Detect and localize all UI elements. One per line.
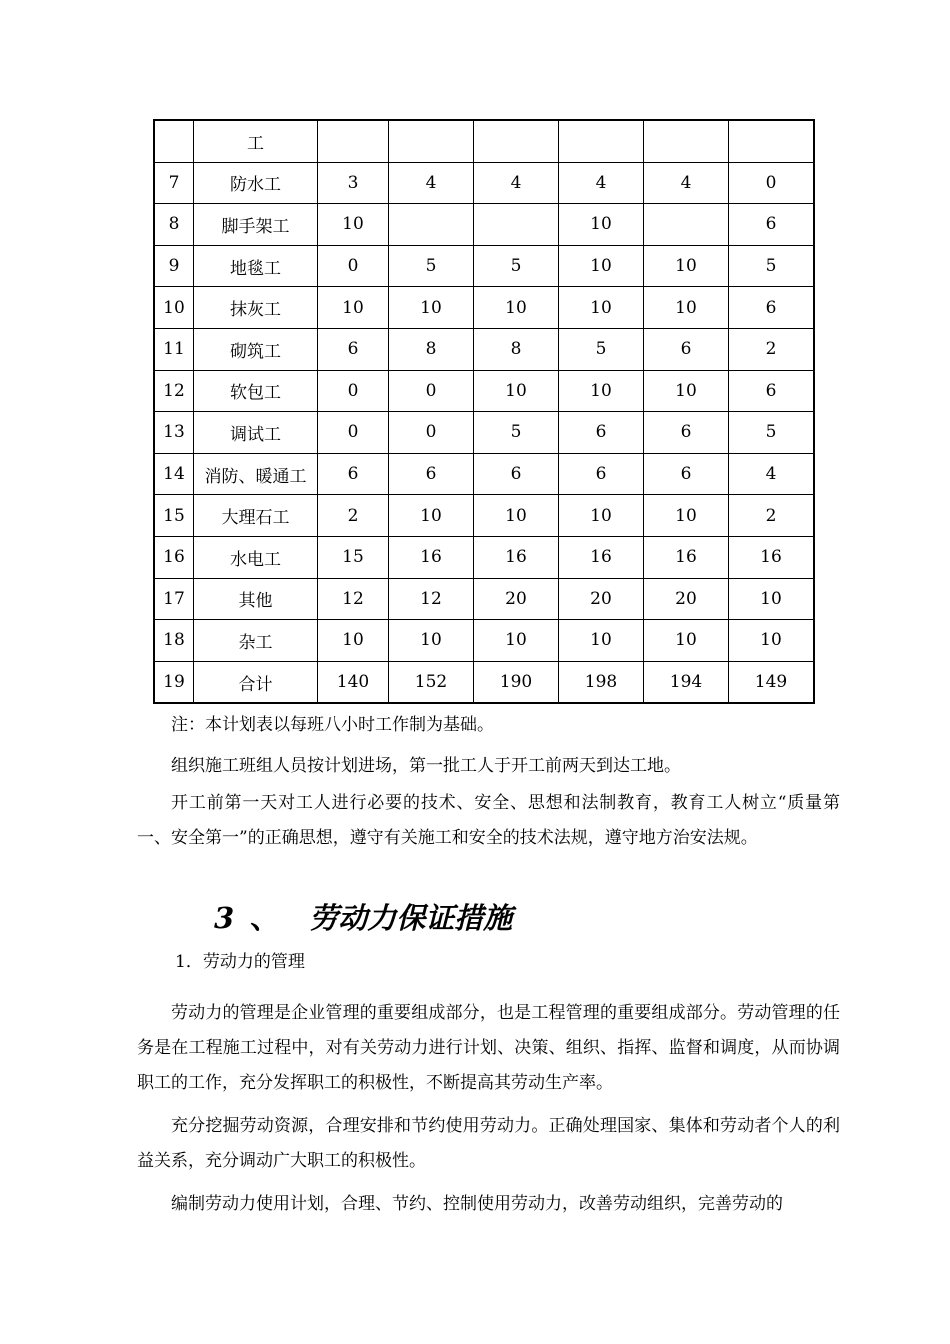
value-cell: 20 (559, 578, 644, 620)
value-cell: 10 (389, 287, 474, 329)
row-number-cell: 14 (154, 453, 194, 495)
section-paragraph-2: 充分挖掘劳动资源，合理安排和节约使用劳动力。正确处理国家、集体和劳动者个人的利益关系，充分调动广大职工的积极性。 (137, 1116, 840, 1171)
value-cell: 10 (559, 204, 644, 246)
trade-name-cell: 大理石工 (194, 495, 318, 537)
value-cell: 4 (559, 162, 644, 204)
value-cell: 10 (318, 620, 389, 662)
value-cell: 16 (729, 536, 815, 578)
value-cell: 2 (318, 495, 389, 537)
row-number-cell (154, 120, 194, 162)
value-cell: 10 (474, 370, 559, 412)
value-cell: 16 (474, 536, 559, 578)
value-cell: 6 (644, 328, 729, 370)
table-row (154, 536, 814, 578)
value-cell: 10 (559, 287, 644, 329)
trade-name-cell: 合计 (194, 661, 318, 703)
section-separator: 、 (250, 901, 280, 935)
value-cell: 4 (389, 162, 474, 204)
value-cell: 6 (389, 453, 474, 495)
value-cell: 10 (729, 578, 815, 620)
notes-paragraph-1: 组织施工班组人员按计划进场，第一批工人于开工前两天到达工地。 (171, 756, 681, 776)
row-number-cell: 12 (154, 370, 194, 412)
row-number-cell: 19 (154, 661, 194, 703)
labor-table-body (154, 120, 814, 703)
row-number-cell: 11 (154, 328, 194, 370)
table-row (154, 328, 814, 370)
value-cell (474, 204, 559, 246)
value-cell: 16 (389, 536, 474, 578)
row-number-cell: 9 (154, 245, 194, 287)
value-cell: 190 (474, 661, 559, 703)
value-cell: 10 (318, 204, 389, 246)
value-cell: 16 (644, 536, 729, 578)
value-cell: 0 (389, 370, 474, 412)
section-paragraph-1: 劳动力的管理是企业管理的重要组成部分，也是工程管理的重要组成部分。劳动管理的任务是在工程施工过程中，对有关劳动力进行计划、决策、组织、指挥、监督和调度，从而协调职工的工作，充分发挥职工的积极性，不断提高其劳动生产率。 (137, 1003, 840, 1093)
value-cell: 12 (389, 578, 474, 620)
value-cell: 10 (644, 245, 729, 287)
row-number-cell: 18 (154, 620, 194, 662)
value-cell: 10 (729, 620, 815, 662)
value-cell: 12 (318, 578, 389, 620)
value-cell: 6 (559, 453, 644, 495)
trade-name-cell: 软包工 (194, 370, 318, 412)
value-cell (474, 120, 559, 162)
value-cell: 3 (318, 162, 389, 204)
value-cell: 5 (474, 245, 559, 287)
row-number-cell: 16 (154, 536, 194, 578)
table-row (154, 204, 814, 246)
value-cell: 10 (644, 370, 729, 412)
trade-name-cell: 其他 (194, 578, 318, 620)
value-cell: 10 (559, 245, 644, 287)
value-cell: 6 (559, 412, 644, 454)
value-cell: 0 (318, 412, 389, 454)
row-number-cell: 8 (154, 204, 194, 246)
value-cell: 10 (559, 620, 644, 662)
trade-name-cell: 砌筑工 (194, 328, 318, 370)
value-cell: 20 (644, 578, 729, 620)
value-cell: 10 (559, 495, 644, 537)
row-number-cell: 13 (154, 412, 194, 454)
value-cell: 6 (644, 412, 729, 454)
table-row (154, 578, 814, 620)
value-cell: 6 (318, 453, 389, 495)
table-row (154, 453, 814, 495)
value-cell: 4 (729, 453, 815, 495)
value-cell: 10 (318, 287, 389, 329)
value-cell: 10 (644, 620, 729, 662)
value-cell: 5 (729, 412, 815, 454)
value-cell: 8 (389, 328, 474, 370)
subsection-heading: 1．劳动力的管理 (175, 952, 305, 972)
value-cell: 10 (389, 620, 474, 662)
value-cell: 6 (729, 204, 815, 246)
value-cell (559, 120, 644, 162)
value-cell: 10 (644, 495, 729, 537)
trade-name-cell: 工 (194, 120, 318, 162)
value-cell: 140 (318, 661, 389, 703)
table-row (154, 162, 814, 204)
value-cell: 10 (474, 287, 559, 329)
table-row (154, 370, 814, 412)
value-cell: 152 (389, 661, 474, 703)
value-cell: 2 (729, 495, 815, 537)
value-cell: 15 (318, 536, 389, 578)
value-cell: 6 (644, 453, 729, 495)
table-row (154, 620, 814, 662)
value-cell: 6 (729, 287, 815, 329)
table-row (154, 661, 814, 703)
value-cell: 198 (559, 661, 644, 703)
row-number-cell: 17 (154, 578, 194, 620)
value-cell (318, 120, 389, 162)
value-cell: 4 (644, 162, 729, 204)
value-cell: 0 (318, 245, 389, 287)
table-row (154, 495, 814, 537)
trade-name-cell: 杂工 (194, 620, 318, 662)
notes-paragraph-2: 开工前第一天对工人进行必要的技术、安全、思想和法制教育，教育工人树立“质量第一、安全第一”的正确思想，遵守有关施工和安全的技术法规，遵守地方治安法规。 (137, 793, 840, 848)
value-cell: 4 (474, 162, 559, 204)
value-cell: 8 (474, 328, 559, 370)
labor-plan-table (153, 119, 815, 704)
row-number-cell: 7 (154, 162, 194, 204)
value-cell: 10 (474, 495, 559, 537)
value-cell: 0 (318, 370, 389, 412)
section-heading (214, 896, 512, 937)
value-cell: 6 (474, 453, 559, 495)
value-cell (644, 204, 729, 246)
row-number-cell: 10 (154, 287, 194, 329)
row-number-cell: 15 (154, 495, 194, 537)
value-cell: 5 (729, 245, 815, 287)
trade-name-cell: 脚手架工 (194, 204, 318, 246)
value-cell: 0 (729, 162, 815, 204)
table-note: 注：本计划表以每班八小时工作制为基础。 (171, 715, 494, 735)
section-title: 劳动力保证措施 (309, 901, 513, 935)
value-cell: 5 (389, 245, 474, 287)
value-cell (729, 120, 815, 162)
value-cell: 16 (559, 536, 644, 578)
value-cell: 5 (474, 412, 559, 454)
table-row (154, 245, 814, 287)
trade-name-cell: 消防、暖通工 (194, 453, 318, 495)
table-row (154, 287, 814, 329)
section-paragraph-3: 编制劳动力使用计划，合理、节约、控制使用劳动力，改善劳动组织，完善劳动的 (171, 1194, 783, 1214)
value-cell (389, 204, 474, 246)
trade-name-cell: 防水工 (194, 162, 318, 204)
value-cell: 10 (474, 620, 559, 662)
section-number: 3 (214, 901, 235, 935)
trade-name-cell: 调试工 (194, 412, 318, 454)
value-cell: 20 (474, 578, 559, 620)
trade-name-cell: 抹灰工 (194, 287, 318, 329)
value-cell: 10 (559, 370, 644, 412)
value-cell: 2 (729, 328, 815, 370)
table-row (154, 412, 814, 454)
value-cell (644, 120, 729, 162)
value-cell: 0 (389, 412, 474, 454)
value-cell: 6 (729, 370, 815, 412)
value-cell: 10 (389, 495, 474, 537)
value-cell: 5 (559, 328, 644, 370)
value-cell: 10 (644, 287, 729, 329)
table-row (154, 120, 814, 162)
trade-name-cell: 水电工 (194, 536, 318, 578)
value-cell (389, 120, 474, 162)
value-cell: 149 (729, 661, 815, 703)
trade-name-cell: 地毯工 (194, 245, 318, 287)
value-cell: 194 (644, 661, 729, 703)
value-cell: 6 (318, 328, 389, 370)
